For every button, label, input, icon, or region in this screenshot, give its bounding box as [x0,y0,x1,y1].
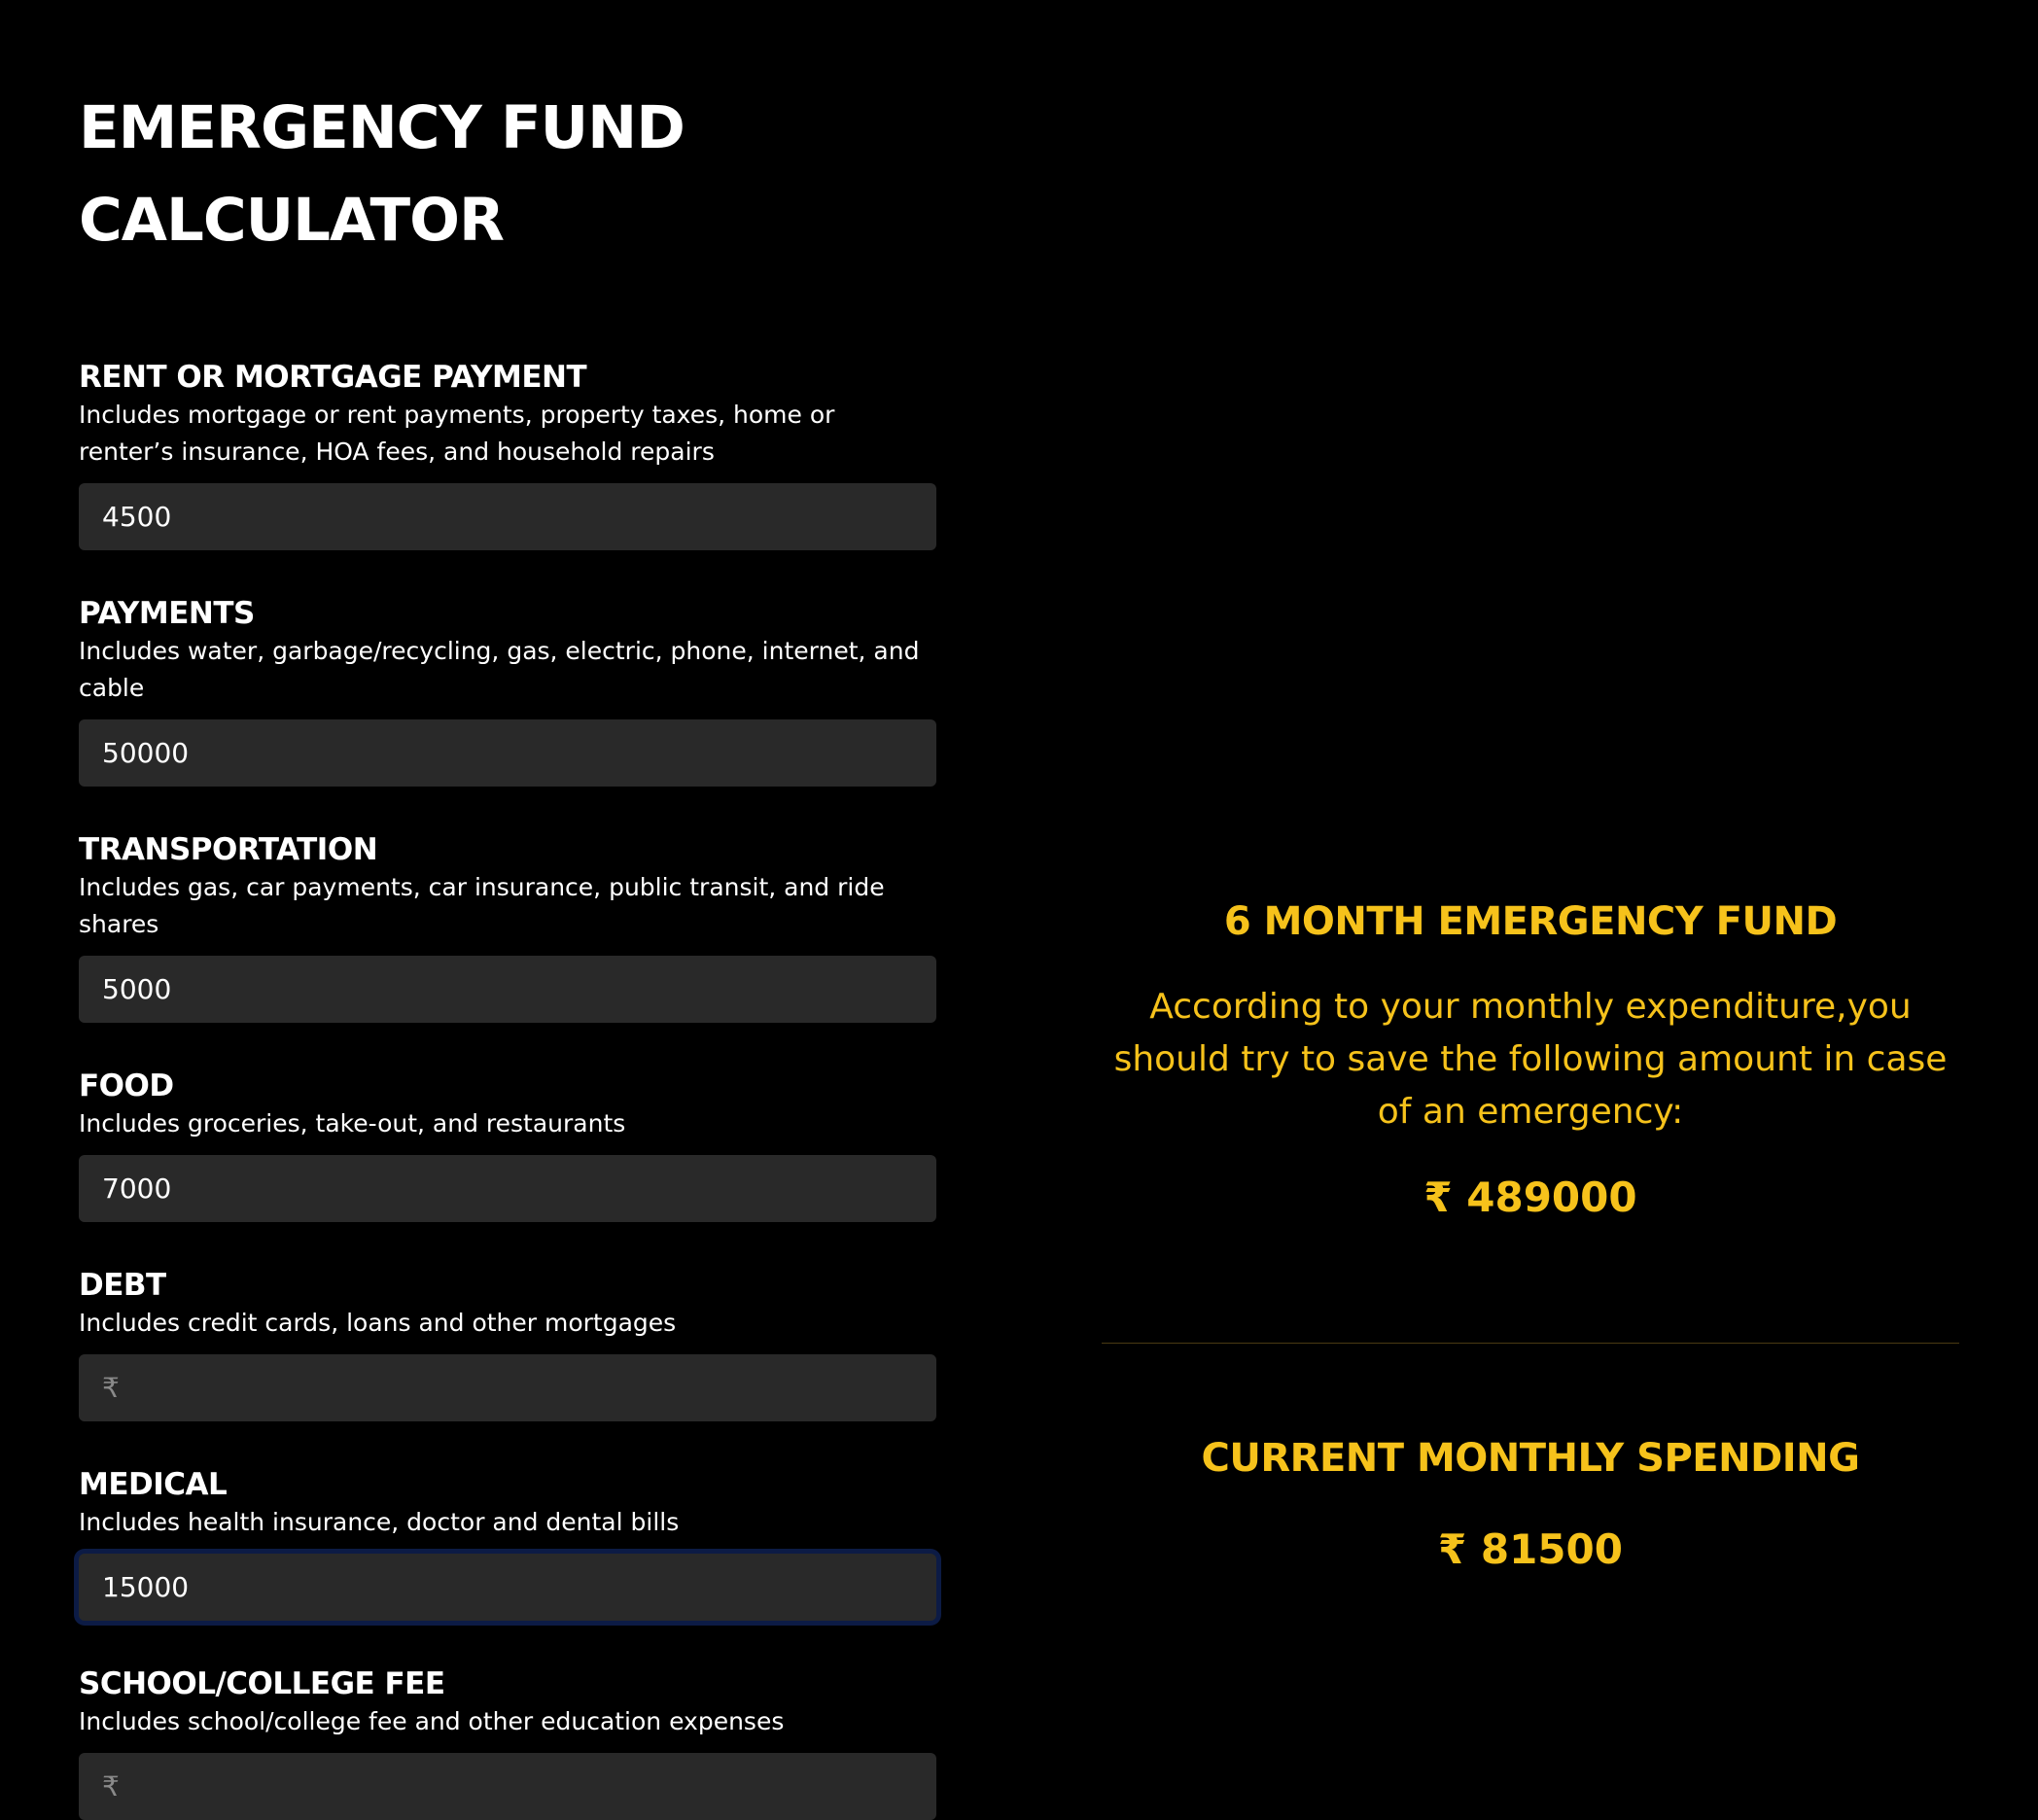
field-description-payments: Includes water, garbage/recycling, gas, electric, phone, internet, and cable [79,637,920,702]
section-divider [1102,1343,1959,1344]
monthly-spending-amount: ₹ 81500 [1438,1525,1623,1573]
school-fee-input[interactable] [79,1753,936,1820]
food-input[interactable] [79,1155,936,1222]
field-description-rent: Includes mortgage or rent payments, property taxes, home or renter’s insurance, HOA fees, and household repairs [79,401,835,466]
field-debt [79,1266,936,1342]
emergency-fund-description: According to your monthly expenditure,you should try to save the following amount in case of an emergency: [1113,987,1948,1132]
field-description-medical: Includes health insurance, doctor and dental bills [79,1508,680,1536]
field-description-school-fee: Includes school/college fee and other education expenses [79,1707,785,1735]
payments-input[interactable] [79,719,936,787]
field-payments [79,594,936,707]
field-transportation [79,830,936,943]
debt-input[interactable] [79,1354,936,1421]
emergency-fund-amount: ₹ 489000 [1423,1173,1637,1221]
field-label-school-fee: SCHOOL/COLLEGE FEE [79,1666,445,1701]
field-label-transportation: TRANSPORTATION [79,832,378,867]
field-description-food: Includes groceries, take-out, and restaurants [79,1109,626,1138]
field-label-rent: RENT OR MORTGAGE PAYMENT [79,360,587,395]
field-label-food: FOOD [79,1068,174,1103]
field-description-transportation: Includes gas, car payments, car insurance, public transit, and ride shares [79,873,885,938]
field-medical [79,1465,936,1541]
field-description-debt: Includes credit cards, loans and other mortgages [79,1309,677,1337]
page-title: EMERGENCY FUND CALCULATOR [79,93,685,255]
field-label-debt: DEBT [79,1268,166,1303]
medical-input[interactable] [79,1554,936,1621]
field-rent [79,358,936,471]
field-label-medical: MEDICAL [79,1467,228,1502]
field-label-payments: PAYMENTS [79,596,255,631]
emergency-fund-title: 6 MONTH EMERGENCY FUND [1223,899,1838,944]
monthly-spending-title: CURRENT MONTHLY SPENDING [1201,1436,1860,1481]
rent-input[interactable] [79,483,936,550]
transportation-input[interactable] [79,956,936,1023]
field-school-fee [79,1664,936,1740]
field-food [79,1067,936,1142]
